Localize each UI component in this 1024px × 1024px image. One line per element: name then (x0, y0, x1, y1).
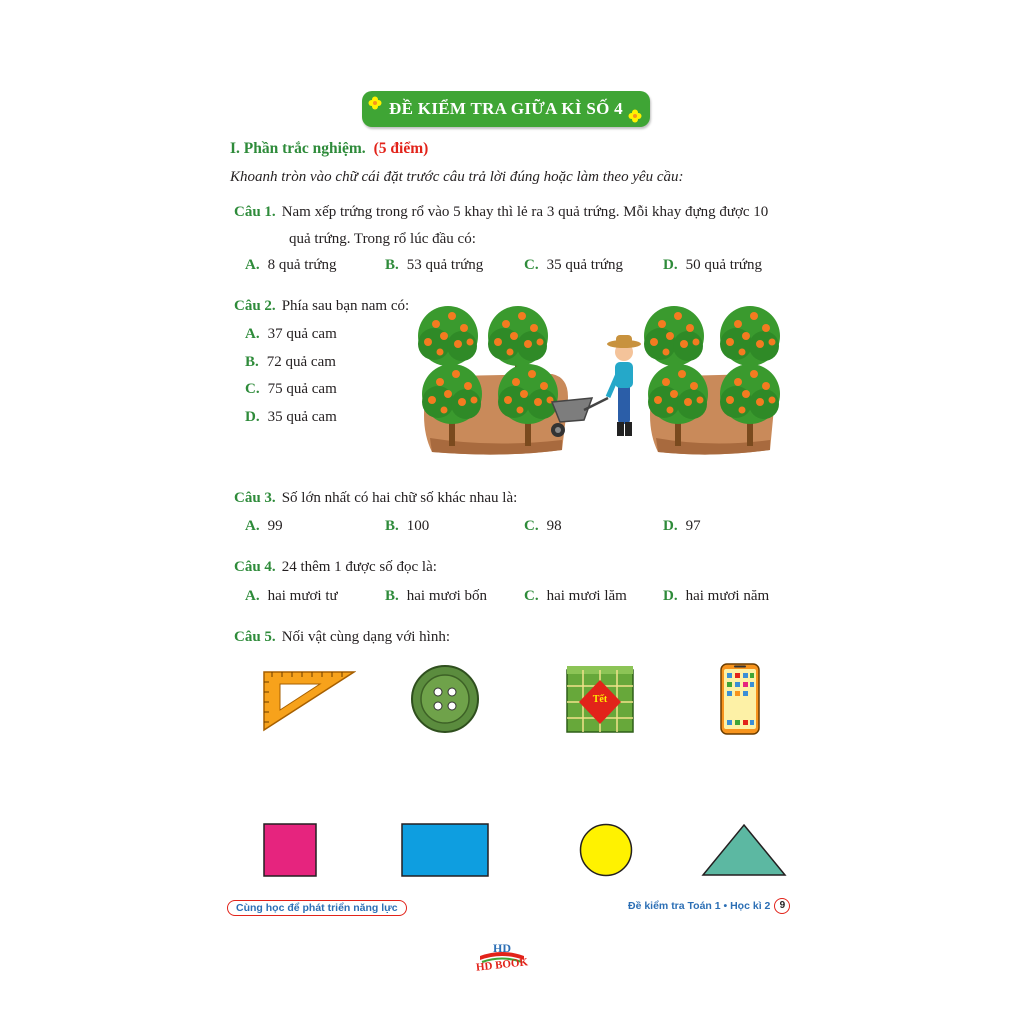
option-letter: C. (524, 588, 539, 604)
option-text: 100 (406, 518, 430, 534)
page-title: ĐỀ KIỂM TRA GIỮA KÌ SỐ 4 (389, 99, 623, 118)
question-text: Phía sau bạn nam có: (281, 298, 410, 314)
option-b[interactable] (245, 354, 336, 371)
option-text: hai mươi lăm (546, 588, 627, 604)
option-letter: A. (245, 588, 260, 604)
page-number: 9 (774, 898, 790, 914)
title-banner (362, 91, 650, 127)
hd-book-logo (470, 942, 534, 976)
option-text: hai mươi năm (685, 588, 770, 604)
button-icon[interactable] (410, 664, 480, 734)
option-letter: C. (524, 257, 539, 273)
question-label: Câu 4. (234, 559, 276, 575)
question-3 (234, 484, 517, 512)
question-text: Số lớn nhất có hai chữ số khác nhau là: (281, 490, 518, 506)
option-text: 35 quả cam (267, 409, 337, 425)
instruction-text: Khoanh tròn vào chữ cái đặt trước câu trả lời đúng hoặc làm theo yêu cầu: (230, 169, 684, 185)
option-text: hai mươi bốn (406, 588, 487, 604)
question-5 (234, 623, 450, 651)
footer-left-label: Cùng học để phát triển năng lực (227, 900, 407, 916)
option-letter: D. (663, 257, 678, 273)
flower-icon (368, 96, 382, 110)
option-letter: B. (385, 518, 399, 534)
question-1 (234, 198, 768, 226)
triangle-shape[interactable] (701, 823, 787, 877)
option-a[interactable] (245, 326, 337, 343)
option-c[interactable] (245, 381, 337, 398)
option-letter: A. (245, 257, 260, 273)
option-d[interactable] (663, 518, 701, 535)
question-text: Nam xếp trứng trong rổ vào 5 khay thì lẻ ra 3 quả trứng. Mỗi khay đựng được 10 (281, 204, 769, 220)
option-a[interactable] (245, 257, 337, 274)
question-text: 24 thêm 1 được số đọc là: (281, 559, 437, 575)
rectangle-shape[interactable] (401, 823, 489, 877)
option-letter: B. (245, 354, 259, 370)
option-text: 72 quả cam (266, 354, 336, 370)
option-letter: D. (663, 518, 678, 534)
section-heading (230, 140, 428, 158)
footer-right (628, 898, 790, 914)
option-text: hai mươi tư (267, 588, 338, 604)
option-text: 97 (685, 518, 701, 534)
option-d[interactable] (245, 409, 337, 426)
option-c[interactable] (524, 588, 627, 605)
option-b[interactable] (385, 588, 487, 605)
option-text: 37 quả cam (267, 326, 337, 342)
question-1-line-2: quả trứng. Trong rổ lúc đầu có: (289, 231, 476, 247)
question-text: Nối vật cùng dạng với hình: (281, 629, 451, 645)
section-title: I. Phần trắc nghiệm. (230, 140, 366, 157)
smartphone-icon[interactable] (720, 663, 760, 735)
option-letter: C. (245, 381, 260, 397)
option-text: 53 quả trứng (406, 257, 484, 273)
option-letter: B. (385, 257, 399, 273)
option-c[interactable] (524, 518, 562, 535)
option-a[interactable] (245, 588, 338, 605)
square-shape[interactable] (263, 823, 317, 877)
flower-icon (628, 109, 642, 123)
option-c[interactable] (524, 257, 623, 274)
option-letter: D. (663, 588, 678, 604)
option-text: 8 quả trứng (267, 257, 337, 273)
option-letter: D. (245, 409, 260, 425)
option-letter: B. (385, 588, 399, 604)
option-text: 35 quả trứng (546, 257, 624, 273)
question-label: Câu 2. (234, 298, 276, 314)
set-square-ruler-icon[interactable] (262, 668, 356, 732)
option-b[interactable] (385, 257, 483, 274)
logo-text: HD BOOK (475, 956, 529, 974)
option-text: 99 (267, 518, 283, 534)
cake-label: Tết (592, 694, 608, 705)
circle-shape[interactable] (579, 823, 633, 877)
question-label: Câu 5. (234, 629, 276, 645)
question-2 (234, 292, 409, 320)
option-d[interactable] (663, 257, 762, 274)
option-text: 50 quả trứng (685, 257, 763, 273)
option-letter: C. (524, 518, 539, 534)
section-points: (5 điểm) (373, 140, 429, 157)
square-cake-icon[interactable] (565, 664, 635, 734)
option-letter: A. (245, 518, 260, 534)
question-label: Câu 1. (234, 204, 276, 220)
orchard-illustration (412, 298, 790, 463)
footer-right-label: Đề kiểm tra Toán 1 • Học kì 2 (628, 900, 771, 912)
option-d[interactable] (663, 588, 769, 605)
option-b[interactable] (385, 518, 429, 535)
question-4 (234, 553, 437, 581)
question-label: Câu 3. (234, 490, 276, 506)
option-letter: A. (245, 326, 260, 342)
option-text: 75 quả cam (267, 381, 337, 397)
option-text: 98 (546, 518, 562, 534)
option-a[interactable] (245, 518, 283, 535)
logo-mark: HD (493, 941, 511, 955)
